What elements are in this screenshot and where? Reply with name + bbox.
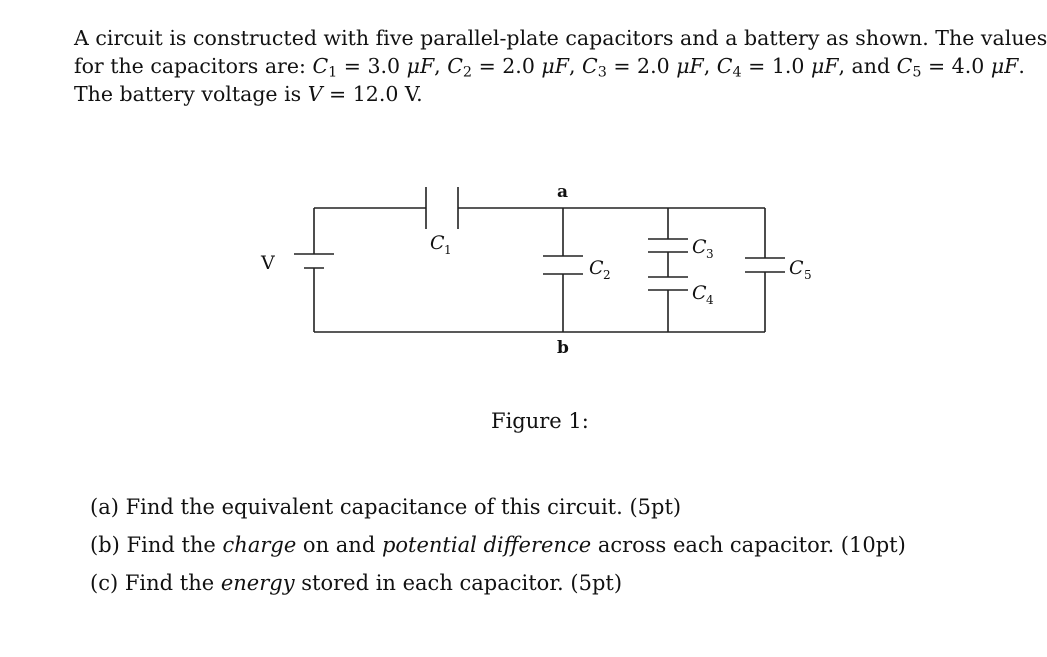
cap-value-c5: $C_5 = 4.0$ μF	[896, 54, 1019, 81]
circuit-wires	[314, 208, 765, 332]
emphasis-energy: energy	[220, 571, 295, 595]
cap-value-c4: $C_4 = 1.0$ μF	[716, 54, 839, 81]
battery-voltage: V = 12.0 V.	[307, 82, 423, 106]
node-b-label: b	[557, 338, 569, 358]
question-label: (c)	[90, 571, 119, 595]
c1-subscript: 1	[444, 243, 452, 257]
question-list	[90, 488, 906, 602]
question-c	[90, 564, 906, 602]
emphasis-charge: charge	[222, 533, 297, 557]
intro-line-2-prefix: for the capacitors are:	[74, 54, 306, 78]
node-a-label: a	[557, 182, 569, 202]
question-text: across each capacitor. (10pt)	[591, 533, 906, 557]
c2-subscript: 2	[603, 268, 611, 282]
c1-label: C	[430, 232, 445, 254]
question-text: on and	[296, 533, 382, 557]
question-text: Find the	[124, 571, 221, 595]
intro-line-3-prefix: The battery voltage is	[74, 82, 302, 106]
question-text: stored in each capacitor. (5pt)	[294, 571, 623, 595]
intro-line-2: for the capacitors are: $C_1 = 3.0$ μF, $C_2 = 2.0$ μF, $C_3 = 2.0$ μF, $C_4 = 1.0$ μF, and $C_5 = 4.0$ μF.	[74, 54, 1025, 81]
question-b	[90, 526, 906, 564]
question-label: (b)	[90, 533, 120, 557]
emphasis-potential-difference: potential difference	[381, 533, 592, 557]
intro-line-1: A circuit is constructed with five parallel-plate capacitors and a battery as shown. The values	[74, 26, 1047, 50]
c3-label: C	[692, 236, 707, 258]
cap-value-c2: $C_2 = 2.0$ μF	[447, 54, 569, 81]
question-text: Find the	[126, 533, 223, 557]
capacitor-plates	[294, 187, 785, 290]
c5-label: C	[789, 257, 804, 279]
c2-label: C	[589, 257, 604, 279]
c4-subscript: 4	[706, 293, 714, 307]
cap-value-c1: $C_1 = 3.0$ μF	[312, 54, 435, 81]
figure-caption: Figure 1:	[491, 409, 589, 433]
c5-subscript: 5	[804, 268, 812, 282]
intro-line-3	[74, 80, 1014, 108]
cap-value-c3: $C_3 = 2.0$ μF	[582, 54, 704, 81]
c3-subscript: 3	[706, 247, 714, 261]
question-a	[90, 488, 906, 526]
circuit-diagram	[250, 175, 812, 358]
question-text: Find the equivalent capacitance of this circuit. (5pt)	[125, 495, 682, 519]
question-label: (a)	[90, 495, 119, 519]
battery-label: V	[261, 252, 275, 274]
c4-label: C	[692, 282, 707, 304]
problem-statement	[74, 24, 1047, 108]
